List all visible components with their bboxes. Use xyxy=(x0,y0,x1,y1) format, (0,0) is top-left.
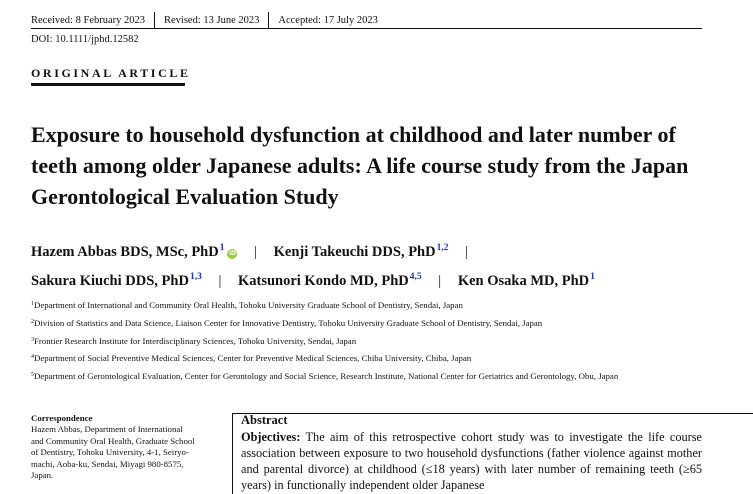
affiliation xyxy=(31,332,731,350)
abstract-objectives xyxy=(241,429,702,493)
objectives-text: The aim of this retrospective cohort study was to investigate the life course association between exposure to two household dysfunctions (father violence against mother and parental divorce) at childhood (≤18 years) with later number of remaining teeth (≥65 years) in functionally independent older Japanese xyxy=(241,430,702,492)
correspondence-heading: Correspondence xyxy=(31,413,93,423)
author-separator: | xyxy=(465,244,468,260)
correspondence-line: of Dentistry, Tohoku University, 4-1, Seiryo- xyxy=(31,447,189,458)
date-separator xyxy=(268,12,269,28)
author-affiliation-ref[interactable]: 1,2 xyxy=(436,243,449,253)
author-list xyxy=(31,236,721,294)
author-name: Katsunori Kondo MD, PhD xyxy=(237,273,409,289)
author-separator: | xyxy=(438,273,442,289)
date-separator xyxy=(154,12,155,28)
objectives-label: Objectives: xyxy=(241,430,301,444)
affiliation-text: Department of International and Community Oral Health, Tohoku University Graduate School of Dentistry, Sendai, Japan xyxy=(34,300,463,310)
affiliation-number: 1 xyxy=(31,301,34,307)
article-type: ORIGINAL ARTICLE xyxy=(31,66,191,80)
author-separator: | xyxy=(254,244,257,260)
affiliation-text: Frontier Research Institute for Interdisciplinary Sciences, Tohoku University, Sendai, Japan xyxy=(34,335,357,346)
accepted-date: Accepted: 17 July 2023 xyxy=(278,14,378,26)
author-name: Ken Osaka MD, PhD xyxy=(457,273,590,289)
received-date: Received: 8 February 2023 xyxy=(31,14,146,26)
header-rule xyxy=(31,28,702,29)
affiliation-text: Department of Gerontological Evaluation, Center for Gerontology and Social Science, Research Institute, National Center for Geriatrics and Gerontology, Obu, Japan xyxy=(34,371,619,382)
affiliation-number: 3 xyxy=(31,336,34,343)
correspondence-line: Japan. xyxy=(31,470,54,481)
affiliation-text: Division of Statistics and Data Science, Liaison Center for Innovative Dentistry, Tohoku University Graduate School of Dentistry, Sendai, Japan xyxy=(34,317,543,328)
correspondence-block xyxy=(31,413,226,481)
affiliation-number: 4 xyxy=(31,354,34,361)
author-name: Hazem Abbas BDS, MSc, PhD xyxy=(31,244,219,260)
author-line xyxy=(31,265,721,294)
affiliation-number: 2 xyxy=(31,318,34,325)
revised-date: Revised: 13 June 2023 xyxy=(164,14,260,26)
author-name: Kenji Takeuchi DDS, PhD xyxy=(273,244,436,260)
correspondence-line: and Community Oral Health, Graduate School xyxy=(31,435,195,446)
article-type-underline xyxy=(31,83,185,86)
affiliation-text: Department of Social Preventive Medical Sciences, Center for Preventive Medical Sciences, Chiba University, Chiba, Japan xyxy=(34,353,472,364)
affiliation xyxy=(31,314,731,332)
author-affiliation-ref[interactable]: 4,5 xyxy=(409,272,422,282)
affiliation-list xyxy=(31,296,731,385)
author-affiliation-ref[interactable]: 1 xyxy=(590,272,595,282)
affiliation xyxy=(31,367,731,385)
correspondence-line: Hazem Abbas, Department of International xyxy=(31,424,183,435)
orcid-icon[interactable]: iD xyxy=(228,250,236,257)
affiliation xyxy=(31,296,731,314)
abstract-heading: Abstract xyxy=(241,413,288,427)
author-affiliation-ref[interactable]: 1,3 xyxy=(189,272,202,282)
paper-title: Exposure to household dysfunction at childhood and later number of teeth among older Japanese adults: A life course study from the Japan Gerontological Evaluation Study xyxy=(31,122,689,209)
author-separator: | xyxy=(218,273,222,289)
affiliation xyxy=(31,349,731,367)
author-name: Sakura Kiuchi DDS, PhD xyxy=(31,273,189,289)
affiliation-number: 5 xyxy=(31,372,34,379)
correspondence-line: machi, Aoba-ku, Sendai, Miyagi 980-8575, xyxy=(31,458,184,469)
doi[interactable]: DOI: 10.1111/jphd.12582 xyxy=(31,34,139,45)
article-dates xyxy=(31,12,378,28)
author-line xyxy=(31,236,721,265)
author-affiliation-ref[interactable]: 1 xyxy=(219,243,225,253)
